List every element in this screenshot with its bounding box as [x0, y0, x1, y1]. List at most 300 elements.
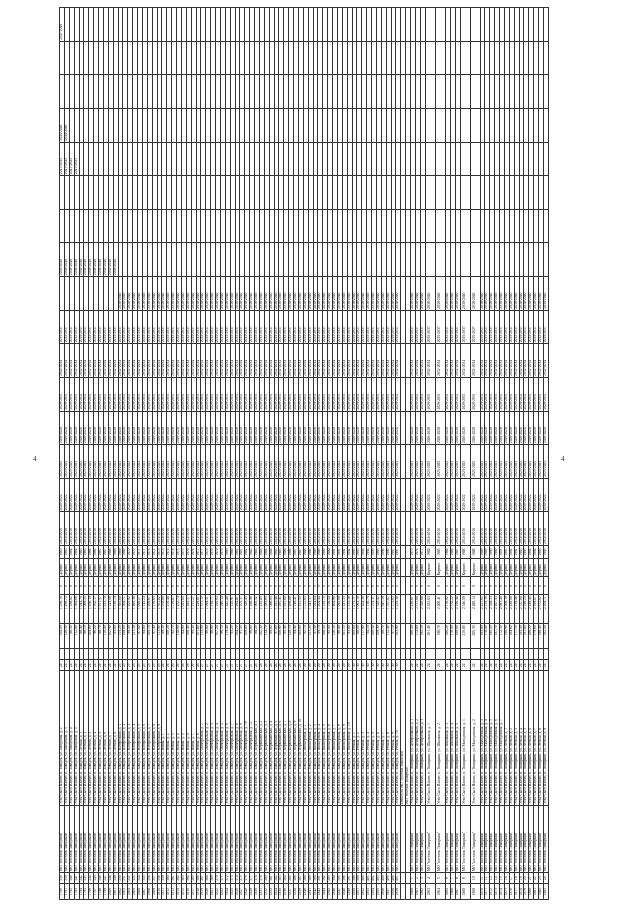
table-cell: 2035-2037	[138, 310, 143, 344]
table-cell: 16	[504, 873, 509, 884]
table-cell: 2035-2037	[64, 310, 69, 344]
table-cell: 2 081,49	[500, 595, 505, 624]
table-cell: 24	[99, 660, 104, 671]
table-cell: 2032-2034	[509, 344, 514, 378]
table-cell: 2035-2037	[103, 310, 108, 344]
table-cell: 0	[386, 577, 391, 595]
table-cell: 178,40	[485, 624, 490, 649]
table-cell: 2038-2040	[245, 277, 250, 311]
table-cell: 2029-2031	[201, 377, 206, 411]
table-cell: 396	[342, 873, 347, 884]
table-cell: 186,30	[411, 624, 416, 649]
table-cell: 1831	[259, 884, 264, 900]
table-cell: 0	[191, 577, 196, 595]
table-cell: 2014-2016	[69, 512, 74, 546]
table-cell: 2020-2022	[191, 478, 196, 512]
table-cell: Дерево	[162, 559, 167, 577]
table-cell: 2035-2037	[181, 310, 186, 344]
table-cell: 2038-2040	[495, 277, 500, 311]
table-cell: 371	[220, 873, 225, 884]
table-cell: 28	[274, 660, 279, 671]
table-cell: 1 086,05	[269, 595, 274, 624]
table-cell: 2029-2031	[318, 377, 323, 411]
table-cell: 2 267,53	[495, 595, 500, 624]
table-cell	[425, 109, 435, 143]
table-cell: 2023-2025	[196, 445, 201, 479]
table-cell: 2035-2037	[303, 310, 308, 344]
table-cell	[543, 8, 548, 42]
table-cell: 2023-2025	[543, 445, 548, 479]
table-cell: МО "поселок Заводской"	[79, 805, 84, 872]
table-cell: 183,90	[480, 624, 485, 649]
table-cell: 1844	[323, 884, 328, 900]
table-cell: 365	[191, 873, 196, 884]
table-cell: 2020-2022	[113, 478, 118, 512]
table-cell: 1986	[289, 545, 294, 558]
table-cell: 2023-2025	[255, 445, 260, 479]
table-cell: 2029-2031	[79, 377, 84, 411]
table-cell: 2014-2016	[485, 512, 490, 546]
table-cell: 28	[284, 660, 289, 671]
table-cell: 24	[79, 660, 84, 671]
table-cell: 1 320,42	[376, 595, 381, 624]
table-cell: 362	[177, 873, 182, 884]
table-cell: 2032-2034	[138, 344, 143, 378]
table-cell: 1979	[220, 545, 225, 558]
table-cell	[435, 75, 445, 109]
table-cell: Дерево	[235, 559, 240, 577]
table-cell: 381	[269, 873, 274, 884]
table-cell: 2 249,40	[529, 595, 534, 624]
table-cell: 2029-2031	[455, 377, 460, 411]
table-cell: МО "поселок Заводской"	[298, 805, 303, 872]
table-cell: 1 176,65	[152, 595, 157, 624]
table-cell: 1828	[245, 884, 250, 900]
table-cell: МО "поселок Заводской"	[216, 805, 221, 872]
table-cell: 1986	[284, 545, 289, 558]
table-cell: 2026-2028	[357, 411, 362, 445]
table-cell: 2038-2040	[60, 243, 65, 277]
table-cell: 0	[357, 577, 362, 595]
table-cell: 2032-2034	[172, 344, 177, 378]
table-cell: Дерево	[230, 559, 235, 577]
table-cell: 405	[386, 873, 391, 884]
table-cell: 2035-2037	[298, 310, 303, 344]
table-cell: 28	[259, 660, 264, 671]
table-cell: 1969	[123, 545, 128, 558]
table-cell: 1838	[294, 884, 299, 900]
table-cell: 2035-2037	[421, 310, 426, 344]
page-mark-right: 4	[561, 455, 565, 463]
table-cell: 1 295,03	[216, 595, 221, 624]
table-cell: 98,30	[69, 624, 74, 649]
table-cell: 2038-2040	[186, 277, 191, 311]
table-cell: 2026-2028	[206, 411, 211, 445]
table-cell: 1877	[514, 884, 519, 900]
table-cell	[543, 109, 548, 143]
table-cell: 392	[323, 873, 328, 884]
table-cell: 356	[147, 873, 152, 884]
table-cell: Усть-Сысо Ижемс, п. Заводск, ул. Заводская, д. 3	[64, 671, 69, 805]
table-cell: 0	[342, 577, 347, 595]
table-cell: Усть-Сысо Ижемс, п. Заводск, ул. Октябрьская, д. 2	[206, 671, 211, 805]
table-cell: 2026-2028	[391, 411, 396, 445]
table-cell: 2020-2022	[84, 478, 89, 512]
table-cell: 2032-2034	[352, 344, 357, 378]
table-cell: 2029-2031	[490, 377, 495, 411]
table-cell: 2029-2031	[337, 377, 342, 411]
table-cell: 2035-2037	[416, 310, 421, 344]
table-cell: 0	[435, 577, 445, 595]
table-cell: 2020-2022	[69, 478, 74, 512]
table-cell: Усть-Сысо Ижемс, п. Заводск, ул. Лесная, д. 1	[79, 671, 84, 805]
table-cell: 2038-2040	[230, 277, 235, 311]
table-cell: 0	[147, 577, 152, 595]
table-cell: Усть-Сысо Ижемс, п. Заводск, ул. Лесная, д. 8	[113, 671, 118, 805]
table-cell: 1843	[318, 884, 323, 900]
table-cell: 2014-2016	[435, 512, 445, 546]
table-cell: 346	[99, 873, 104, 884]
table-cell: 2035-2037	[240, 310, 245, 344]
table-cell: 2014-2016	[524, 512, 529, 546]
table-cell: 2026-2028	[177, 411, 182, 445]
table-cell: 2032-2034	[303, 344, 308, 378]
table-cell: 2023-2025	[519, 445, 524, 479]
table-cell: 104,00	[60, 624, 65, 649]
table-cell: 93,60	[113, 624, 118, 649]
table-cell: 2 358,13	[490, 595, 495, 624]
table-cell: 115,20	[118, 624, 123, 649]
table-cell: 2020-2022	[445, 478, 450, 512]
table-cell: 2038-2040	[225, 277, 230, 311]
table-cell: 2038-2040	[259, 277, 264, 311]
table-cell: 2044-2046	[64, 109, 69, 143]
table-cell: 27	[206, 660, 211, 671]
table-cell: 2014-2016	[279, 512, 284, 546]
table-cell: 1 125,91	[230, 595, 235, 624]
table-cell: 2020-2022	[172, 478, 177, 512]
table-cell: 2032-2034	[162, 344, 167, 378]
table-cell: МО "поселок Тимиркин"	[519, 805, 524, 872]
table-cell: Усть-Сысо Ижемс, п. Заводск, ул. Пионерская, д. 3	[313, 671, 318, 805]
table-cell: 2032-2034	[308, 344, 313, 378]
table-cell: 387	[298, 873, 303, 884]
table-cell: 2032-2034	[500, 344, 505, 378]
table-cell	[470, 176, 480, 210]
table-cell: Дерево	[206, 559, 211, 577]
table-cell: 2035-2037	[500, 310, 505, 344]
table-cell: 2038-2040	[79, 243, 84, 277]
table-cell: 92,10	[303, 624, 308, 649]
table-cell: 2038-2040	[470, 277, 480, 311]
table-cell: 2020-2022	[519, 478, 524, 512]
table-cell: 1845	[328, 884, 333, 900]
table-cell	[435, 243, 445, 277]
table-cell: 2014-2016	[519, 512, 524, 546]
table-cell: 2026-2028	[123, 411, 128, 445]
table-cell: 0	[103, 577, 108, 595]
table-cell: 2038-2040	[94, 243, 99, 277]
table-cell: 1818	[196, 884, 201, 900]
table-cell: 86,70	[381, 624, 386, 649]
table-cell: 2032-2034	[455, 344, 460, 378]
table-cell: 26	[191, 660, 196, 671]
table-cell: МО "поселок Заводской"	[191, 805, 196, 872]
table-cell: 1825	[230, 884, 235, 900]
table-cell: 179,60	[534, 624, 539, 649]
table-cell: 2020-2022	[543, 478, 548, 512]
table-cell: 111,20	[308, 624, 313, 649]
table-cell: 2020-2022	[162, 478, 167, 512]
table-cell: 1992	[509, 545, 514, 558]
table-cell: Усть-Сысо Ижемс, п. Заводск, ул. Пионерская, д. 10	[347, 671, 352, 805]
table-cell: 2023-2025	[269, 445, 274, 479]
table-cell: 2026-2028	[89, 411, 94, 445]
table-cell: 2023-2025	[509, 445, 514, 479]
table-body	[60, 8, 549, 900]
table-cell: 1859	[396, 884, 401, 900]
table-cell: Усть-Сысо Ижемс, п. Заводск, ул. Набережная, д. 4	[133, 671, 138, 805]
table-cell: 27	[230, 660, 235, 671]
table-cell: 1995	[376, 545, 381, 558]
table-cell: 0	[230, 577, 235, 595]
table-cell: МО "поселок Заводской"	[167, 805, 172, 872]
table-cell: 2023-2025	[485, 445, 490, 479]
table-cell: 2023-2025	[64, 445, 69, 479]
table-cell	[543, 142, 548, 176]
table-cell: 1971	[142, 545, 147, 558]
table-cell: 24	[84, 660, 89, 671]
table-cell: 388	[303, 873, 308, 884]
table-cell: 2029-2031	[411, 377, 416, 411]
table-cell: 30	[362, 660, 367, 671]
table-cell: МО "поселок Заводской"	[264, 805, 269, 872]
table-cell: 1822	[216, 884, 221, 900]
table-cell: Дерево	[264, 559, 269, 577]
table-cell: 2035-2037	[524, 310, 529, 344]
table-cell: Дерево	[534, 559, 539, 577]
table-cell: Дерево	[381, 559, 386, 577]
table-cell: МО "поселок Заводской"	[381, 805, 386, 872]
table-cell: 1 145,24	[142, 595, 147, 624]
table-cell: 1 357,87	[386, 595, 391, 624]
table-cell: 2035-2037	[235, 310, 240, 344]
table-cell: 2029-2031	[470, 377, 480, 411]
table-cell: 106,90	[279, 624, 284, 649]
table-cell: 2014-2016	[495, 512, 500, 546]
table-cell: Дерево	[342, 559, 347, 577]
table-cell: 1840	[303, 884, 308, 900]
table-cell: 2029-2031	[99, 377, 104, 411]
table-cell: 1987	[455, 545, 460, 558]
table-cell: 386	[294, 873, 299, 884]
table-cell: 2026-2028	[220, 411, 225, 445]
table-cell: 2014-2016	[445, 512, 450, 546]
table-cell: 399	[357, 873, 362, 884]
table-cell: 2029-2031	[118, 377, 123, 411]
table-cell: 1 105,37	[240, 595, 245, 624]
table-cell: 28	[264, 660, 269, 671]
table-cell: 1878	[519, 884, 524, 900]
table-cell: 2023-2025	[504, 445, 509, 479]
table-cell: 2014-2016	[323, 512, 328, 546]
table-cell: 1871	[485, 884, 490, 900]
table-cell: 2029-2031	[352, 377, 357, 411]
table-cell: 404	[381, 873, 386, 884]
table-cell: 2038-2040	[235, 277, 240, 311]
table-cell: 1983	[255, 545, 260, 558]
table-cell: 2032-2034	[250, 344, 255, 378]
table-cell: 1834	[274, 884, 279, 900]
table-cell: 2014-2016	[274, 512, 279, 546]
table-cell: 2020-2022	[504, 478, 509, 512]
table-cell: 0	[391, 577, 396, 595]
table-cell	[543, 176, 548, 210]
table-cell: 27	[250, 660, 255, 671]
table-cell: 1 040,14	[220, 595, 225, 624]
table-cell: 0	[381, 577, 386, 595]
table-cell: 2023-2025	[445, 445, 450, 479]
table-cell: МО "поселок Заводской"	[240, 805, 245, 872]
table-cell: 0	[519, 577, 524, 595]
table-cell: 2038-2040	[367, 277, 372, 311]
table-cell: 103,90	[396, 624, 401, 649]
table-cell: Дерево	[485, 559, 490, 577]
table-cell: 2023-2025	[235, 445, 240, 479]
table-cell: 1 047,39	[381, 595, 386, 624]
table-cell: Дерево	[128, 559, 133, 577]
table-cell: 2014-2016	[128, 512, 133, 546]
table-cell: 2014-2016	[396, 512, 401, 546]
table-cell: 2035-2037	[337, 310, 342, 344]
table-cell	[425, 243, 435, 277]
table-cell: 2 139,48	[514, 595, 519, 624]
table-cell: МО "поселок Заводской"	[113, 805, 118, 872]
table-cell: 2 132,22	[450, 595, 455, 624]
table-cell: 112,80	[74, 624, 79, 649]
table-cell: 1 269,67	[147, 595, 152, 624]
table-cell: 2026-2028	[495, 411, 500, 445]
table-cell	[435, 109, 445, 143]
table-cell: 0	[352, 577, 357, 595]
table-cell: 1 275,71	[352, 595, 357, 624]
table-cell: 2026-2028	[216, 411, 221, 445]
table-cell: 0	[514, 577, 519, 595]
table-cell: 95,90	[328, 624, 333, 649]
table-cell: Дерево	[347, 559, 352, 577]
table-cell: 2026-2028	[396, 411, 401, 445]
table-cell: 2014-2016	[509, 512, 514, 546]
table-cell: Усть-Сысо Ижемс, п. Заводск, ул. Речная, д. 1	[352, 671, 357, 805]
table-cell: 2014-2016	[480, 512, 485, 546]
table-cell: 2038-2040	[509, 277, 514, 311]
table-cell: 94,40	[294, 624, 299, 649]
table-cell: 2032-2034	[64, 344, 69, 378]
table-cell: МО "поселок Заводской"	[177, 805, 182, 872]
table-cell: 29	[347, 660, 352, 671]
table-cell: 109,30	[376, 624, 381, 649]
table-cell: 0	[445, 577, 450, 595]
table-cell: 1 333,70	[103, 595, 108, 624]
table-cell: Дерево	[74, 559, 79, 577]
table-cell: 1 044,78	[79, 595, 84, 624]
table-cell: 2035-2037	[450, 310, 455, 344]
table-cell: 25	[157, 660, 162, 671]
table-cell: 2014-2016	[259, 512, 264, 546]
table-cell: 2038-2040	[372, 277, 377, 311]
table-cell: 89,30	[162, 624, 167, 649]
table-cell: Усть-Сысо Ижемс, п. Заводск, ул. Речная, д. 10	[396, 671, 401, 805]
table-cell: 2020-2022	[216, 478, 221, 512]
table-cell: 2029-2031	[259, 377, 264, 411]
table-cell: 2035-2037	[264, 310, 269, 344]
table-cell: 8	[455, 873, 460, 884]
table-cell: 1 188,62	[69, 595, 74, 624]
table-cell: Дерево	[514, 559, 519, 577]
table-cell: 1812	[167, 884, 172, 900]
table-cell: Усть-Сысо Ижемс, п. Заводск, ул. Первомайская, д. 6	[279, 671, 284, 805]
table-cell: 0	[157, 577, 162, 595]
table-cell: 2023-2025	[230, 445, 235, 479]
table-cell: МО "поселок Тимиркин"	[529, 805, 534, 872]
table-cell: 2038-2040	[84, 243, 89, 277]
table-cell: 2023-2025	[284, 445, 289, 479]
table-cell: 92,70	[172, 624, 177, 649]
table-cell: 2038-2040	[303, 277, 308, 311]
table-cell: МО "поселок Заводской"	[337, 805, 342, 872]
table-cell: Усть-Сысо Ижемс, п. Тимиркин, ул. Центральная, д. 2	[416, 671, 421, 805]
table-cell: Дерево	[113, 559, 118, 577]
table-cell: Усть-Сысо Ижемс, п. Тимиркин, ул. Центральная, д. 3	[421, 671, 426, 805]
table-cell: 2023-2025	[211, 445, 216, 479]
table-cell: 24	[416, 660, 421, 671]
table-cell: 2038-2040	[162, 277, 167, 311]
table-cell: 2020-2022	[318, 478, 323, 512]
table-cell: 25	[142, 660, 147, 671]
table-cell: 2 176,92	[445, 595, 450, 624]
table-cell: 2026-2028	[529, 411, 534, 445]
table-cell: 2026-2028	[191, 411, 196, 445]
table-cell: Усть-Сысо Ижемс, п. Заводск, ул. Октябрьская, д. 8	[235, 671, 240, 805]
table-cell: 2014-2016	[450, 512, 455, 546]
table-cell: 15	[500, 873, 505, 884]
table-cell: 93,80	[347, 624, 352, 649]
table-cell: 402	[372, 873, 377, 884]
table-cell: 1991	[504, 545, 509, 558]
table-cell: 2023-2025	[133, 445, 138, 479]
table-cell: МО "поселок Заводской"	[372, 805, 377, 872]
table-cell: 102,30	[259, 624, 264, 649]
table-cell: 2038-2040	[123, 277, 128, 311]
table-cell: 25	[133, 660, 138, 671]
table-cell: Дерево	[308, 559, 313, 577]
table-cell: 2 169,67	[534, 595, 539, 624]
table-cell: 26	[181, 660, 186, 671]
table-cell: 2020-2022	[416, 478, 421, 512]
table-cell: 2023-2025	[220, 445, 225, 479]
table-cell: 2020-2022	[391, 478, 396, 512]
table-cell: 1806	[138, 884, 143, 900]
table-cell: 2029-2031	[333, 377, 338, 411]
table-cell: 2020-2022	[211, 478, 216, 512]
table-cell: МО "поселок Тимиркин"	[425, 805, 435, 872]
table-cell: 1988	[303, 545, 308, 558]
table-cell: МО "поселок Заводской"	[259, 805, 264, 872]
table-cell: 407	[396, 873, 401, 884]
table-cell: Дерево	[421, 559, 426, 577]
table-cell: 2029-2031	[255, 377, 260, 411]
table-cell: 1 094,51	[206, 595, 211, 624]
